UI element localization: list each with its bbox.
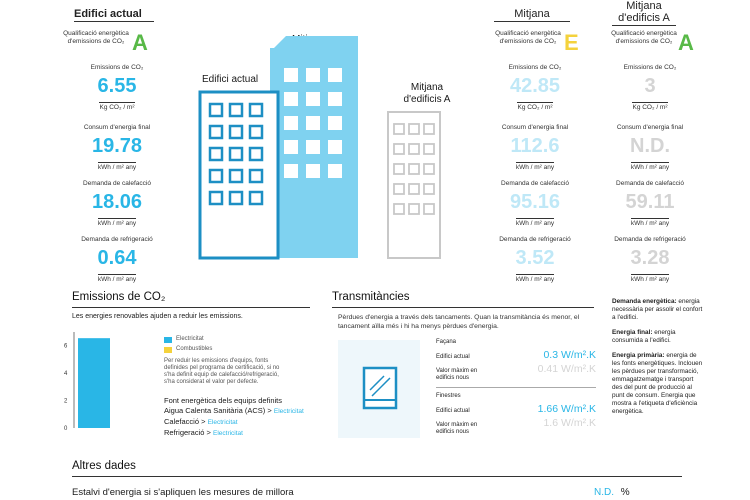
def-demanda-text: energia necessària per assolir el confort a l'edifici. bbox=[612, 298, 703, 321]
font-refrig-val: Electricitat bbox=[213, 430, 243, 437]
mitjana-a-refrig-label: Demanda de refrigeració bbox=[614, 236, 686, 243]
edifici-calef-value: 18.06 bbox=[91, 191, 143, 213]
label-edifici-actual: Edifici actual bbox=[202, 74, 259, 85]
edifici-consum-value: 19.78 bbox=[91, 135, 143, 157]
facana-label: Façana bbox=[436, 339, 457, 345]
mitjana-a-emissions-label: Emissions de CO₂ bbox=[623, 64, 677, 71]
edifici-calef-unit: kWh / m² any bbox=[97, 220, 137, 227]
def-primaria-text: energia de les fonts energètiques. Inclouen les pèrdues per transformació, emmagatzematge i transport des del punt de producció al punt de consum. Energia que mostra a l'etiqueta d'eficiència energètica. bbox=[612, 352, 703, 415]
mitjana-calef-value: 95.16 bbox=[509, 191, 561, 213]
edifici-refrig-value: 0.64 bbox=[97, 247, 137, 269]
mitjana-consum-unit: kWh / m² any bbox=[515, 164, 555, 171]
edifici-refrig-unit: kWh / m² any bbox=[97, 276, 137, 283]
col-edifici-actual bbox=[62, 8, 162, 55]
mitjana-a-grade: A bbox=[678, 30, 694, 55]
finestres-unit: W/m².K bbox=[561, 403, 596, 415]
buildings-icon bbox=[180, 20, 470, 260]
altres-pct: % bbox=[620, 487, 630, 498]
mitjana-a-consum-value: N.D. bbox=[630, 135, 670, 157]
mitjana-a-refrig-unit: kWh / m² any bbox=[630, 276, 670, 283]
finestres-actual-value: 1.66 bbox=[537, 403, 559, 415]
legend-combustibles: Combustibles bbox=[176, 346, 213, 352]
altres-rule bbox=[72, 476, 682, 477]
facana-max-value: 0.41 bbox=[537, 363, 559, 375]
label-mitjana-a-text: Mitjana d'edificis A bbox=[403, 82, 451, 105]
mitjana-a-consum-unit: kWh / m² any bbox=[630, 164, 670, 171]
mitjana-a-refrig-value: 3.28 bbox=[630, 247, 670, 269]
font-title: Font energètica dels equips definits bbox=[164, 396, 282, 405]
edifici-consum-unit: kWh / m² any bbox=[97, 164, 137, 171]
def-primaria bbox=[612, 352, 704, 416]
mitjana-a-metrics bbox=[600, 64, 700, 286]
facana-max-label: Valor màxim en edificis nous bbox=[436, 368, 478, 381]
window-icon bbox=[338, 340, 420, 438]
mitjana-emissions-unit: Kg CO₂ / m² bbox=[517, 104, 553, 111]
edifici-rating-label: Qualificació energètica d'emissions de CO₂ bbox=[63, 30, 129, 45]
mitjana-rating-label: Qualificació energètica d'emissions de CO₂ bbox=[495, 30, 561, 45]
facana-actual-label: Edifici actual bbox=[436, 354, 470, 360]
mitjana-grade: E bbox=[564, 30, 579, 55]
emissions-note: Per reduir les emissions d'equips, fonts definides pel programa de certificació, si no s'ha definit equip de calefacció/refrigeració, s'ha considerat el valor per defecte. bbox=[164, 358, 280, 385]
mitjana-emissions-value: 42.85 bbox=[509, 75, 561, 97]
edifici-consum-label: Consum d'energia final bbox=[83, 124, 151, 131]
trans-divider bbox=[436, 387, 596, 388]
col-mitjana-a bbox=[600, 0, 700, 55]
def-final bbox=[612, 329, 704, 345]
edifici-emissions-value: 6.55 bbox=[97, 75, 137, 97]
finestres-label: Finestres bbox=[436, 393, 461, 399]
legend-electricitat: Electricitat bbox=[176, 336, 204, 342]
finestres-max-unit: W/m².K bbox=[561, 417, 596, 429]
mitjana-consum-label: Consum d'energia final bbox=[501, 124, 569, 131]
chart-ytick-6: 6 bbox=[64, 343, 68, 350]
mitjana-a-calef-label: Demanda de calefacció bbox=[616, 180, 684, 187]
def-demanda bbox=[612, 298, 704, 322]
def-final-text: energia consumida a l'edifici. bbox=[612, 329, 676, 344]
edifici-emissions-label: Emissions de CO₂ bbox=[90, 64, 144, 71]
finestres-max-value: 1.6 bbox=[543, 417, 559, 429]
window-icon-box bbox=[338, 340, 420, 438]
mitjana-a-emissions-value: 3 bbox=[644, 75, 656, 97]
facana-max-row bbox=[538, 363, 596, 375]
finestres-actual-label: Edifici actual bbox=[436, 408, 470, 414]
mitjana-refrig-value: 3.52 bbox=[515, 247, 555, 269]
font-acs: Aigua Calenta Sanitària (ACS) > bbox=[164, 406, 272, 415]
legend-swatch-electricitat bbox=[164, 337, 172, 343]
mitjana-consum-value: 112.6 bbox=[510, 135, 560, 157]
facana-actual-row bbox=[543, 349, 596, 361]
chart-ytick-0: 0 bbox=[64, 426, 68, 432]
font-acs-row bbox=[164, 406, 334, 417]
mitjana-a-rating-label: Qualificació energètica d'emissions de CO₂ bbox=[611, 30, 677, 45]
definitions bbox=[612, 298, 704, 416]
facana-actual-value: 0.3 bbox=[543, 349, 559, 361]
mitjana-emissions-label: Emissions de CO₂ bbox=[508, 64, 562, 71]
edifici-refrig-label: Demanda de refrigeració bbox=[81, 236, 153, 243]
font-refrig: Refrigeració > bbox=[164, 428, 211, 437]
font-acs-val: Electricitat bbox=[273, 408, 304, 415]
chart-ytick-2: 2 bbox=[64, 398, 68, 405]
facana-max-unit: W/m².K bbox=[561, 363, 596, 375]
legend-swatch-combustibles bbox=[164, 347, 172, 353]
edifici-grade: A bbox=[132, 30, 148, 55]
buildings-illustration bbox=[180, 20, 470, 260]
chart-ytick-4: 4 bbox=[64, 371, 68, 378]
edifici-title: Edifici actual bbox=[74, 8, 154, 22]
mitjana-a-calef-unit: kWh / m² any bbox=[630, 220, 670, 227]
font-calef: Calefacció > bbox=[164, 417, 206, 426]
edifici-metrics bbox=[62, 64, 172, 286]
trans-desc: Pèrdues d'energia a través dels tancaments. Quan la transmitància és menor, el tancament aïlla més i hi ha menys pèrdues d'energia. bbox=[338, 314, 580, 330]
font-refrig-row bbox=[164, 428, 334, 439]
mitjana-calef-label: Demanda de calefacció bbox=[501, 180, 569, 187]
def-final-title: Energia final: bbox=[612, 329, 653, 336]
font-calef-row bbox=[164, 417, 334, 428]
def-primaria-title: Energia primària: bbox=[612, 352, 665, 359]
mitjana-metrics bbox=[480, 64, 590, 286]
altres-estalvi: Estalvi d'energia si s'apliquen les mesures de millora bbox=[72, 487, 294, 498]
altres-estalvi-value: N.D. bbox=[594, 487, 614, 498]
finestres-max-label: Valor màxim en edificis nous bbox=[436, 422, 478, 435]
trans-finestres bbox=[436, 393, 596, 436]
edifici-calef-label: Demanda de calefacció bbox=[83, 180, 151, 187]
trans-rule bbox=[332, 307, 594, 308]
emissions-section-title: Emissions de CO₂ bbox=[72, 291, 166, 303]
mitjana-a-title: Mitjana d'edificis A bbox=[612, 0, 676, 26]
edifici-emissions-unit: Kg CO₂ / m² bbox=[99, 104, 135, 111]
emissions-section-rule bbox=[72, 307, 310, 308]
mitjana-calef-unit: kWh / m² any bbox=[515, 220, 555, 227]
mitjana-refrig-unit: kWh / m² any bbox=[515, 276, 555, 283]
def-demanda-title: Demanda energètica: bbox=[612, 298, 677, 305]
mitjana-a-consum-label: Consum d'energia final bbox=[616, 124, 684, 131]
facana-unit: W/m².K bbox=[561, 349, 596, 361]
altres-estalvi-val-row bbox=[594, 487, 630, 498]
mitjana-refrig-label: Demanda de refrigeració bbox=[499, 236, 571, 243]
trans-title: Transmitàncies bbox=[332, 291, 410, 303]
font-calef-val: Electricitat bbox=[207, 419, 238, 426]
finestres-actual-row bbox=[538, 403, 596, 415]
trans-facana bbox=[436, 339, 596, 382]
mitjana-a-calef-value: 59.11 bbox=[625, 191, 675, 213]
altres-title: Altres dades bbox=[72, 460, 136, 472]
emissions-subtitle: Les energies renovables ajuden a reduir les emissions. bbox=[72, 313, 243, 320]
finestres-max-row bbox=[543, 417, 596, 429]
emissions-legend bbox=[164, 336, 212, 353]
mitjana-a-emissions-unit: Kg CO₂ / m² bbox=[632, 104, 668, 111]
font-energetica bbox=[164, 396, 334, 439]
col-mitjana bbox=[480, 8, 590, 55]
chart-bar-0 bbox=[78, 338, 110, 428]
emissions-chart bbox=[58, 324, 168, 434]
mitjana-title: Mitjana bbox=[494, 8, 570, 22]
